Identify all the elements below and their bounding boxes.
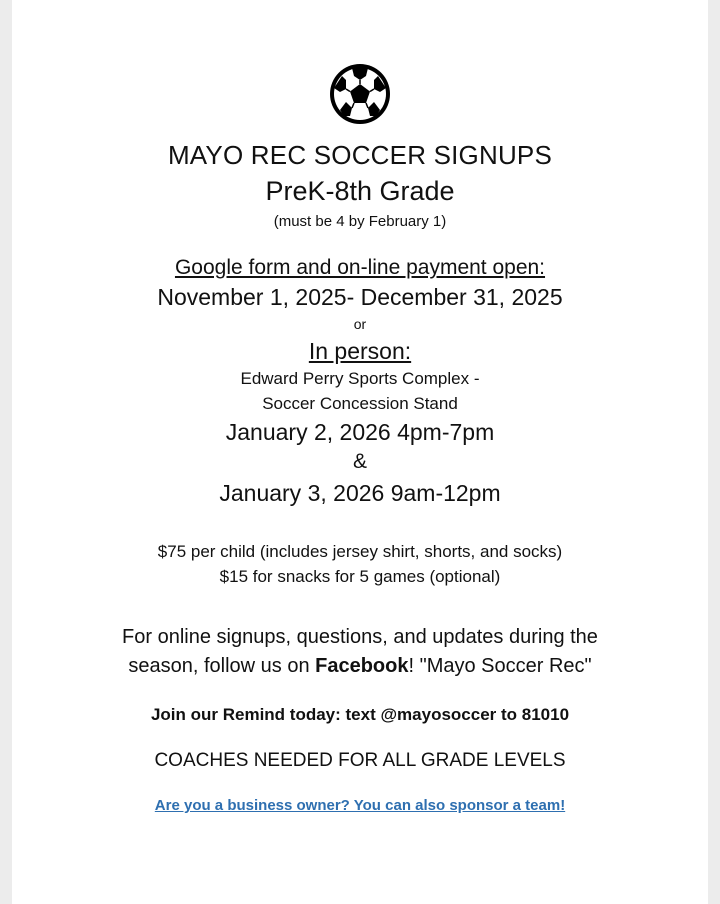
age-requirement: (must be 4 by February 1) bbox=[273, 213, 447, 230]
coaches-needed: COACHES NEEDED FOR ALL GRADE LEVELS bbox=[154, 750, 566, 771]
grade-range: PreK-8th Grade bbox=[265, 176, 455, 206]
venue-location: Soccer Concession Stand bbox=[262, 394, 458, 413]
session-two: January 3, 2026 9am-12pm bbox=[219, 480, 501, 506]
session-one: January 2, 2026 4pm-7pm bbox=[225, 419, 495, 445]
soccer-ball-icon bbox=[328, 62, 392, 126]
session-ampersand: & bbox=[352, 450, 367, 473]
venue-name: Edward Perry Sports Complex - bbox=[240, 369, 480, 388]
child-fee: $75 per child (includes jersey shirt, shorts, and socks) bbox=[157, 542, 563, 561]
facebook-name: Facebook bbox=[315, 655, 409, 677]
online-signup-dates: November 1, 2025- December 31, 2025 bbox=[157, 284, 563, 310]
facebook-info-prefix: season, follow us on bbox=[128, 655, 316, 677]
in-person-heading: In person: bbox=[308, 338, 412, 364]
facebook-info-line1: For online signups, questions, and updates during the bbox=[122, 626, 598, 648]
flyer-page bbox=[12, 0, 708, 904]
remind-info: Join our Remind today: text @mayosoccer to 81010 bbox=[150, 705, 570, 724]
sponsor-link[interactable]: Are you a business owner? You can also sponsor a team! bbox=[154, 797, 566, 814]
online-signup-heading: Google form and on-line payment open: bbox=[174, 256, 546, 279]
snack-fee: $15 for snacks for 5 games (optional) bbox=[219, 567, 501, 586]
facebook-page-name: ! "Mayo Soccer Rec" bbox=[408, 655, 592, 677]
flyer-title: MAYO REC SOCCER SIGNUPS bbox=[167, 140, 553, 170]
facebook-info-line2 bbox=[12, 655, 708, 678]
or-separator: or bbox=[353, 316, 367, 332]
